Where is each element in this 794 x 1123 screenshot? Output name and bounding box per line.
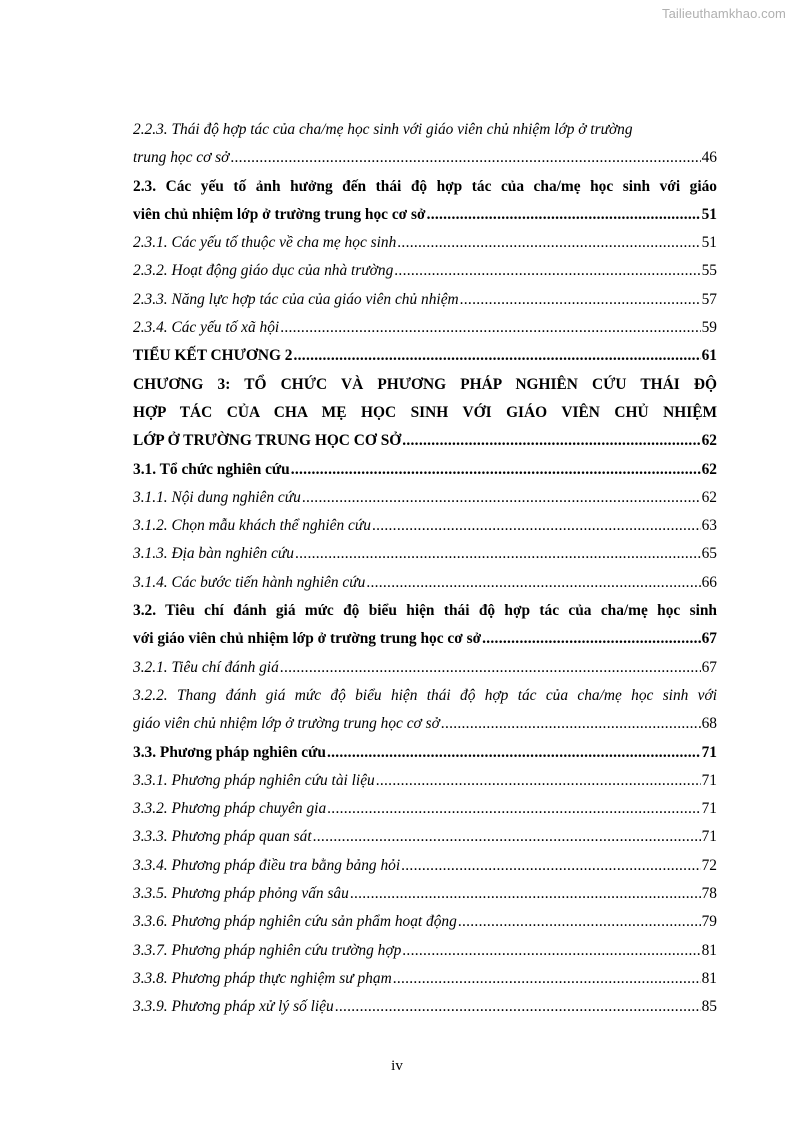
toc-entry-page: 51: [701, 205, 717, 223]
toc-entry-title: 2.2.3. Thái độ hợp tác của cha/mẹ học sinh với giáo viên chủ nhiệm lớp ở trường: [133, 121, 633, 138]
toc-entry[interactable]: [133, 767, 717, 795]
toc-dot-leader: [394, 257, 700, 285]
toc-entry-title: HỢP TÁC CỦA CHA MẸ HỌC SINH VỚI GIÁO VIÊN CHỦ NHIỆM: [133, 403, 717, 421]
toc-dot-leader: [280, 654, 701, 682]
toc-entry-page: 72: [701, 856, 717, 874]
table-of-contents: [133, 116, 717, 1022]
toc-dot-leader: [482, 625, 701, 653]
toc-entry[interactable]: [133, 852, 717, 880]
toc-entry-title: 2.3.4. Các yếu tố xã hội: [133, 319, 280, 337]
toc-entry-page: 61: [701, 347, 717, 365]
toc-entry-title: 3.1.3. Địa bàn nghiên cứu: [133, 545, 295, 563]
toc-dot-leader: [230, 144, 700, 172]
toc-entry[interactable]: [133, 173, 717, 201]
toc-dot-leader: [376, 767, 701, 795]
toc-entry-page: 67: [701, 630, 717, 648]
toc-entry-title: 2.3.3. Năng lực hợp tác của của giáo viên chủ nhiệm: [133, 290, 459, 308]
toc-entry-title: 3.3.2. Phương pháp chuyên gia: [133, 800, 327, 818]
toc-dot-leader: [302, 484, 701, 512]
toc-entry[interactable]: [133, 739, 717, 767]
toc-dot-leader: [401, 852, 700, 880]
watermark: Tailieuthamkhao.com: [661, 6, 786, 21]
toc-entry-page: 62: [701, 460, 717, 478]
toc-dot-leader: [313, 823, 701, 851]
toc-entry-title: 3.3.8. Phương pháp thực nghiệm sư phạm: [133, 969, 392, 987]
toc-entry-title: 3.2.2. Thang đánh giá mức độ biểu hiện thái độ hợp tác của cha/mẹ học sinh với: [133, 686, 717, 704]
toc-entry[interactable]: [133, 314, 717, 342]
toc-entry-title: 3.3.1. Phương pháp nghiên cứu tài liệu: [133, 771, 375, 789]
toc-entry-title: 3.3.7. Phương pháp nghiên cứu trường hợp: [133, 941, 402, 959]
toc-entry-page: 71: [701, 771, 717, 789]
toc-entry-title: 3.1.4. Các bước tiến hành nghiên cứu: [133, 573, 366, 591]
toc-entry-title: 3.2.1. Tiêu chí đánh giá: [133, 658, 279, 676]
toc-dot-leader: [327, 795, 700, 823]
toc-entry[interactable]: [133, 540, 717, 568]
toc-entry[interactable]: [133, 993, 717, 1021]
toc-entry[interactable]: [133, 880, 717, 908]
toc-entry[interactable]: [133, 908, 717, 936]
toc-entry-title: 3.1.2. Chọn mẫu khách thể nghiên cứu: [133, 517, 371, 535]
toc-entry-page: 67: [701, 658, 717, 676]
toc-entry-page: 71: [701, 828, 717, 846]
toc-entry-page: 85: [701, 998, 717, 1016]
toc-entry-page: 78: [701, 885, 717, 903]
toc-entry[interactable]: [133, 625, 717, 653]
toc-dot-leader: [372, 512, 701, 540]
toc-dot-leader: [350, 880, 701, 908]
toc-entry[interactable]: [133, 795, 717, 823]
toc-entry[interactable]: [133, 710, 717, 738]
toc-entry-title: 3.3.9. Phương pháp xử lý số liệu: [133, 998, 334, 1016]
toc-dot-leader: [402, 937, 700, 965]
toc-entry[interactable]: [133, 427, 717, 455]
toc-entry-title: 3.3.6. Phương pháp nghiên cứu sản phẩm hoạt động: [133, 913, 457, 931]
toc-entry-page: 46: [701, 149, 717, 167]
toc-entry[interactable]: [133, 512, 717, 540]
toc-entry-title: 3.3.4. Phương pháp điều tra bằng bảng hỏi: [133, 856, 401, 874]
toc-dot-leader: [458, 908, 701, 936]
toc-entry-title: TIỂU KẾT CHƯƠNG 2: [133, 347, 293, 365]
toc-entry[interactable]: [133, 229, 717, 257]
toc-dot-leader: [427, 201, 701, 229]
toc-dot-leader: [280, 314, 700, 342]
toc-entry-title: 3.3.5. Phương pháp phỏng vấn sâu: [133, 885, 349, 903]
toc-dot-leader: [295, 540, 701, 568]
toc-dot-leader: [294, 342, 701, 370]
toc-entry-title: 3.3.3. Phương pháp quan sát: [133, 828, 312, 846]
toc-entry-page: 59: [701, 319, 717, 337]
toc-dot-leader: [441, 710, 701, 738]
toc-entry[interactable]: [133, 484, 717, 512]
toc-entry-page: 51: [701, 234, 717, 252]
toc-entry[interactable]: [133, 937, 717, 965]
toc-dot-leader: [402, 427, 700, 455]
toc-entry[interactable]: [133, 201, 717, 229]
toc-entry-page: 66: [701, 573, 717, 591]
toc-entry[interactable]: [133, 654, 717, 682]
toc-entry[interactable]: [133, 456, 717, 484]
toc-entry-title: 3.1. Tổ chức nghiên cứu: [133, 460, 290, 478]
toc-entry-title: 2.3. Các yếu tố ảnh hưởng đến thái độ hợp tác của cha/mẹ học sinh với giáo: [133, 177, 717, 195]
page-number: iv: [391, 1058, 403, 1074]
toc-entry-title: 3.2. Tiêu chí đánh giá mức độ biểu hiện thái độ hợp tác của cha/mẹ học sinh: [133, 602, 717, 620]
toc-entry-title: 2.3.2. Hoạt động giáo dục của nhà trường: [133, 262, 394, 280]
toc-entry-page: 81: [701, 969, 717, 987]
toc-entry-title: 3.1.1. Nội dung nghiên cứu: [133, 488, 301, 506]
toc-entry-page: 68: [701, 715, 717, 733]
toc-entry-page: 62: [701, 432, 717, 450]
toc-entry[interactable]: [133, 597, 717, 625]
toc-entry-title: CHƯƠNG 3: TỔ CHỨC VÀ PHƯƠNG PHÁP NGHIÊN CỨU THÁI ĐỘ: [133, 375, 717, 393]
toc-entry-page: 62: [701, 488, 717, 506]
toc-entry[interactable]: [133, 342, 717, 370]
toc-dot-leader: [460, 286, 701, 314]
toc-entry-page: 71: [701, 800, 717, 818]
toc-entry-page: 79: [701, 913, 717, 931]
toc-entry[interactable]: [133, 965, 717, 993]
toc-entry[interactable]: [133, 116, 717, 144]
toc-entry-page: 57: [701, 290, 717, 308]
toc-entry-page: 65: [701, 545, 717, 563]
toc-dot-leader: [397, 229, 700, 257]
toc-entry[interactable]: [133, 371, 717, 399]
toc-entry-title: LỚP Ở TRƯỜNG TRUNG HỌC CƠ SỞ: [133, 432, 402, 450]
toc-entry-page: 81: [701, 941, 717, 959]
toc-entry-title: viên chủ nhiệm lớp ở trường trung học cơ sở: [133, 205, 426, 223]
toc-dot-leader: [327, 739, 701, 767]
toc-entry[interactable]: [133, 144, 717, 172]
toc-dot-leader: [291, 456, 701, 484]
toc-entry[interactable]: [133, 682, 717, 710]
toc-dot-leader: [366, 569, 700, 597]
toc-entry-title: giáo viên chủ nhiệm lớp ở trường trung học cơ sở: [133, 715, 440, 733]
toc-entry-title: 2.3.1. Các yếu tố thuộc về cha mẹ học sinh: [133, 234, 397, 252]
toc-entry[interactable]: [133, 823, 717, 851]
toc-entry-page: 71: [701, 743, 717, 761]
toc-entry-page: 55: [701, 262, 717, 280]
toc-entry[interactable]: [133, 569, 717, 597]
toc-entry[interactable]: [133, 399, 717, 427]
toc-dot-leader: [393, 965, 701, 993]
toc-entry[interactable]: [133, 257, 717, 285]
toc-dot-leader: [335, 993, 701, 1021]
toc-entry-title: 3.3. Phương pháp nghiên cứu: [133, 743, 326, 761]
toc-entry[interactable]: [133, 286, 717, 314]
toc-entry-title: trung học cơ sở: [133, 149, 230, 167]
toc-entry-title: với giáo viên chủ nhiệm lớp ở trường trung học cơ sở: [133, 630, 482, 648]
toc-entry-page: 63: [701, 517, 717, 535]
